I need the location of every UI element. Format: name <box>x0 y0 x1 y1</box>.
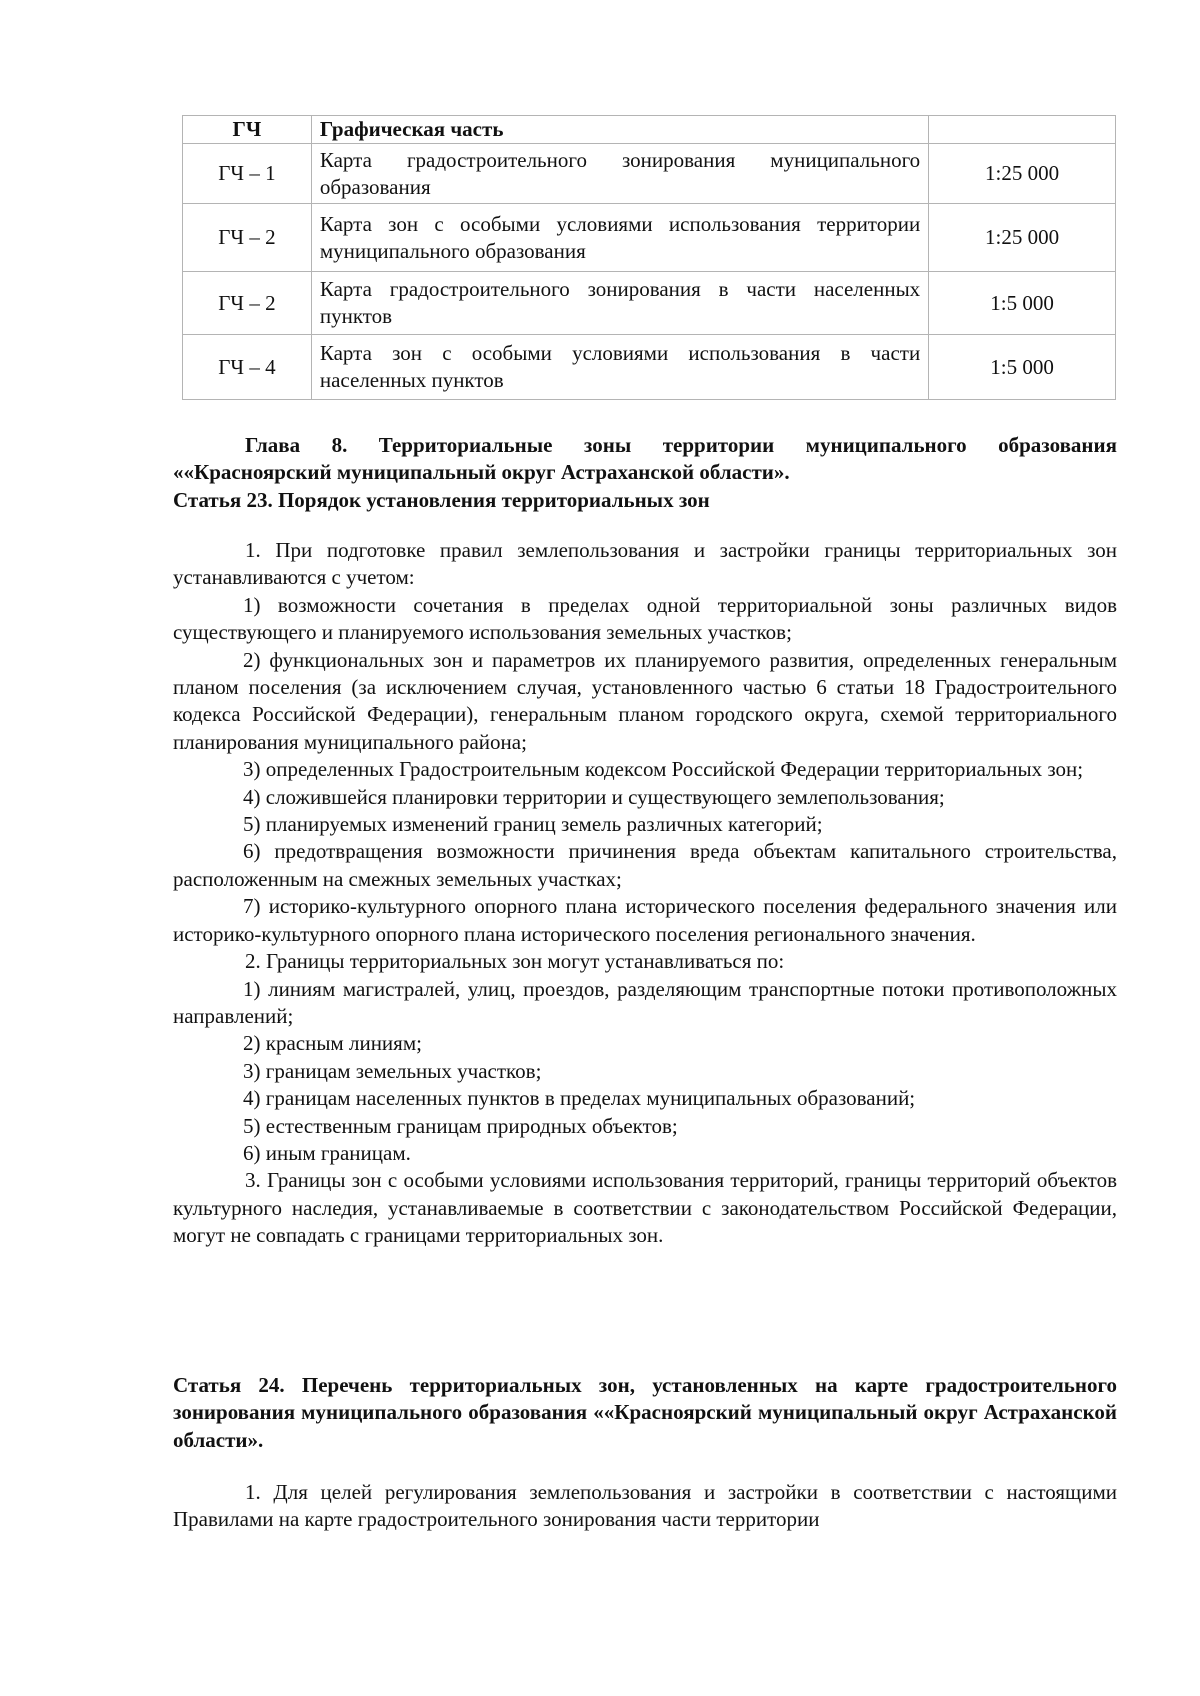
paragraph: 3. Границы зон с особыми условиями использования территорий, границы территорий объектов культурного наследия, устанавливаемые в соответствии с законодательством Российской Федерации, могут не совпадать с границами территориальных зон. <box>173 1168 1117 1248</box>
paragraph: 1. При подготовке правил землепользования и застройки границы территориальных зон устанавливаются с учетом: <box>173 538 1117 590</box>
article-24-body <box>173 1479 1117 1534</box>
header-scale-cell <box>929 116 1116 144</box>
list-item: 3) определенных Градостроительным кодексом Российской Федерации территориальных зон; <box>243 757 1084 782</box>
row-name-cell: Карта зон с особыми условиями использования в части населенных пунктов <box>311 335 928 400</box>
table-row <box>183 335 1116 400</box>
article-24-title: Статья 24. Перечень территориальных зон, установленных на карте градостроительного зонирования муниципального образования ««Красноярский муниципальный округ Астраханской области». <box>173 1373 1117 1452</box>
graphic-part-table <box>182 115 1116 400</box>
list-item: 6) иным границам. <box>243 1140 411 1165</box>
row-name-cell: Карта зон с особыми условиями использования территории муниципального образования <box>311 204 928 272</box>
row-scale-cell: 1:25 000 <box>929 204 1116 272</box>
table-row <box>183 204 1116 272</box>
row-code-cell: ГЧ – 1 <box>183 144 312 204</box>
list-item: 2) функциональных зон и параметров их планируемого развития, определенных генеральным планом поселения (за исключением случая, установленного частью 6 статьи 18 Градостроительного кодекса Российской Федерации), генеральным планом городского округа, схемой территориального планирования муниципального района; <box>173 647 1117 754</box>
table-row <box>183 272 1116 335</box>
header-name-cell: Графическая часть <box>311 116 928 144</box>
header-code-cell: ГЧ <box>183 116 312 144</box>
paragraph: 1. Для целей регулирования землепользования и застройки в соответствии с настоящими Правилами на карте градостроительного зонирования части территории <box>173 1480 1117 1532</box>
table-header-row <box>183 116 1116 144</box>
row-scale-cell: 1:25 000 <box>929 144 1116 204</box>
table-row <box>183 144 1116 204</box>
row-name-cell: Карта градостроительного зонирования муниципального образования <box>311 144 928 204</box>
list-item: 4) сложившейся планировки территории и существующего землепользования; <box>243 784 945 809</box>
list-item: 5) естественным границам природных объектов; <box>243 1113 678 1138</box>
paragraph: 2. Границы территориальных зон могут устанавливаться по: <box>245 949 785 974</box>
row-scale-cell: 1:5 000 <box>929 272 1116 335</box>
row-scale-cell: 1:5 000 <box>929 335 1116 400</box>
row-code-cell: ГЧ – 2 <box>183 204 312 272</box>
list-item: 5) планируемых изменений границ земель различных категорий; <box>243 812 823 837</box>
article-23-title: Статья 23. Порядок установления территориальных зон <box>173 487 710 512</box>
article-23-body <box>173 537 1117 1250</box>
list-item: 7) историко-культурного опорного плана исторического поселения федерального значения или историко-культурного опорного плана исторического поселения регионального значения. <box>173 894 1117 946</box>
list-item: 2) красным линиям; <box>243 1031 422 1056</box>
row-code-cell: ГЧ – 4 <box>183 335 312 400</box>
list-item: 6) предотвращения возможности причинения вреда объектам капитального строительства, расположенным на смежных земельных участках; <box>173 839 1117 891</box>
row-name-cell: Карта градостроительного зонирования в части населенных пунктов <box>311 272 928 335</box>
row-code-cell: ГЧ – 2 <box>183 272 312 335</box>
chapter-heading-block <box>173 432 1117 514</box>
list-item: 1) линиям магистралей, улиц, проездов, разделяющим транспортные потоки противоположных направлений; <box>173 976 1117 1028</box>
chapter-title: Глава 8. Территориальные зоны территории муниципального образования ««Красноярский муниципальный округ Астраханской области». <box>173 433 1117 485</box>
list-item: 1) возможности сочетания в пределах одной территориальной зоны различных видов существующего и планируемого использования земельных участков; <box>173 592 1117 645</box>
list-item: 3) границам земельных участков; <box>243 1058 542 1083</box>
list-item: 4) границам населенных пунктов в пределах муниципальных образований; <box>243 1086 916 1111</box>
article-24-heading-block <box>173 1372 1117 1454</box>
